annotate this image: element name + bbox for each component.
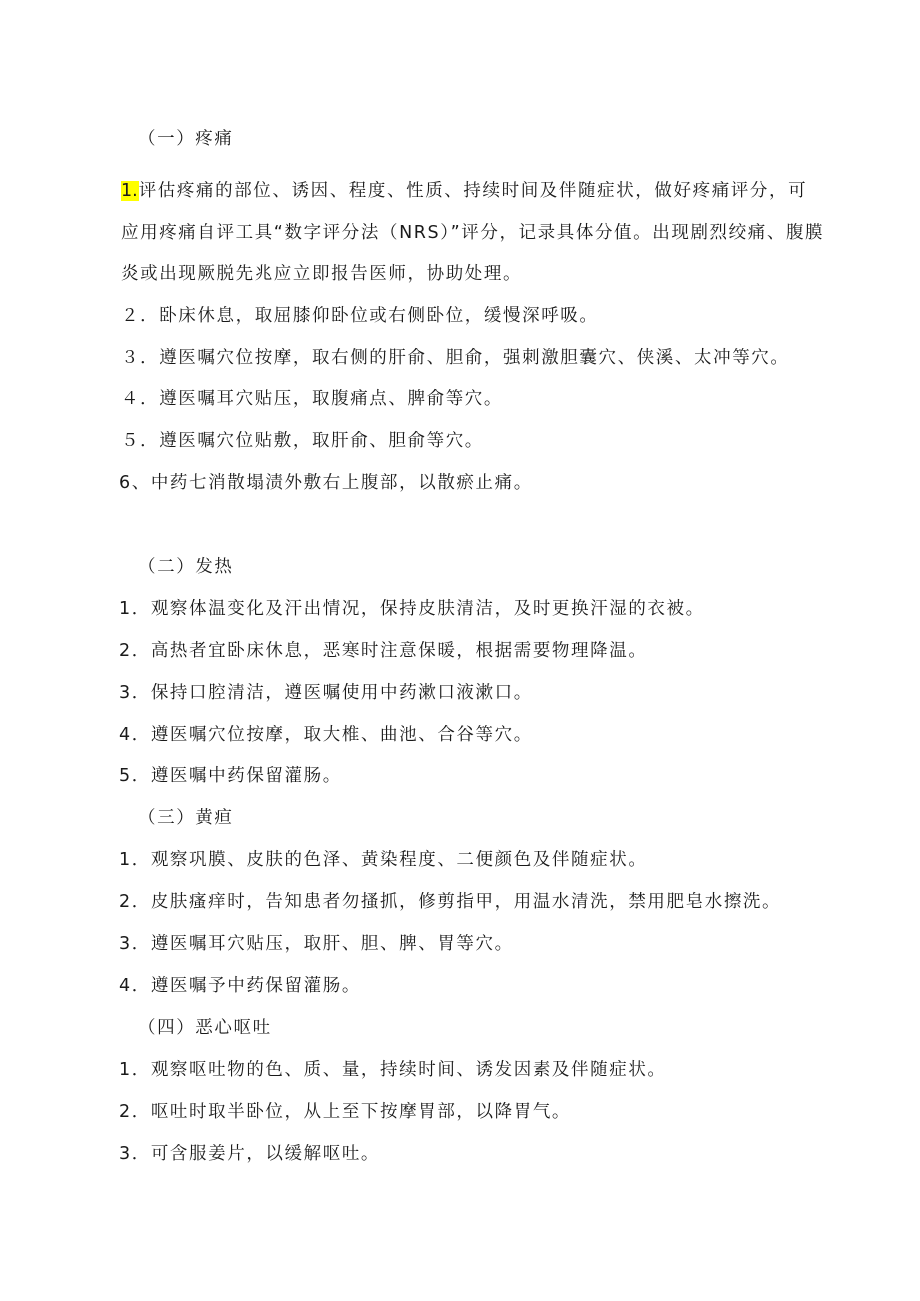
section-heading-nausea: （四）恶心呕吐 [138, 1018, 272, 1038]
fever-item-3: 3．保持口腔清洁，遵医嘱使用中药漱口液漱口。 [119, 683, 533, 703]
pain-item-6: 6、中药七消散塌渍外敷右上腹部，以散瘀止痛。 [119, 473, 533, 493]
pain-item-1-line-3: 炎或出现厥脱先兆应立即报告医师，协助处理。 [121, 264, 523, 284]
pain-item-3: ３．遵医嘱穴位按摩，取右侧的肝俞、胆俞，强刺激胆囊穴、侠溪、太冲等穴。 [121, 348, 790, 368]
section-heading-jaundice: （三）黄疸 [138, 808, 234, 828]
pain-item-4: ４．遵医嘱耳穴贴压，取腹痛点、脾俞等穴。 [121, 389, 503, 409]
section-heading-fever: （二）发热 [138, 557, 234, 577]
jaundice-item-4: 4．遵医嘱予中药保留灌肠。 [119, 976, 361, 996]
pain-item-5: ５．遵医嘱穴位贴敷，取肝俞、胆俞等穴。 [121, 431, 484, 451]
jaundice-item-2: 2．皮肤瘙痒时，告知患者勿搔抓，修剪指甲，用温水清洗，禁用肥皂水擦洗。 [119, 892, 782, 912]
nausea-item-3: 3．可含服姜片，以缓解呕吐。 [119, 1144, 381, 1164]
highlighted-marker: 1. [121, 181, 138, 201]
fever-item-4: 4．遵医嘱穴位按摩，取大椎、曲池、合谷等穴。 [119, 725, 533, 745]
jaundice-item-1: 1．观察巩膜、皮肤的色泽、黄染程度、二便颜色及伴随症状。 [119, 850, 648, 870]
fever-item-2: 2．高热者宜卧床休息，恶寒时注意保暖，根据需要物理降温。 [119, 641, 648, 661]
fever-item-5: 5．遵医嘱中药保留灌肠。 [119, 766, 342, 786]
nausea-item-2: 2．呕吐时取半卧位，从上至下按摩胃部，以降胃气。 [119, 1102, 572, 1122]
jaundice-item-3: 3．遵医嘱耳穴贴压，取肝、胆、脾、胃等穴。 [119, 934, 514, 954]
fever-item-1: 1．观察体温变化及汗出情况，保持皮肤清洁，及时更换汗湿的衣被。 [119, 599, 705, 619]
pain-item-2: ２．卧床休息，取屈膝仰卧位或右侧卧位，缓慢深呼吸。 [121, 306, 599, 326]
pain-item-1-line-1 [121, 179, 807, 203]
nausea-item-1: 1．观察呕吐物的色、质、量，持续时间、诱发因素及伴随症状。 [119, 1060, 667, 1080]
pain-item-1-line-2: 应用疼痛自评工具“数字评分法（NRS）”评分，记录具体分值。出现剧烈绞痛、腹膜 [121, 223, 825, 243]
pain-item-1-text: 评估疼痛的部位、诱因、程度、性质、持续时间及伴随症状，做好疼痛评分，可 [138, 181, 808, 201]
section-heading-pain: （一）疼痛 [138, 129, 234, 149]
